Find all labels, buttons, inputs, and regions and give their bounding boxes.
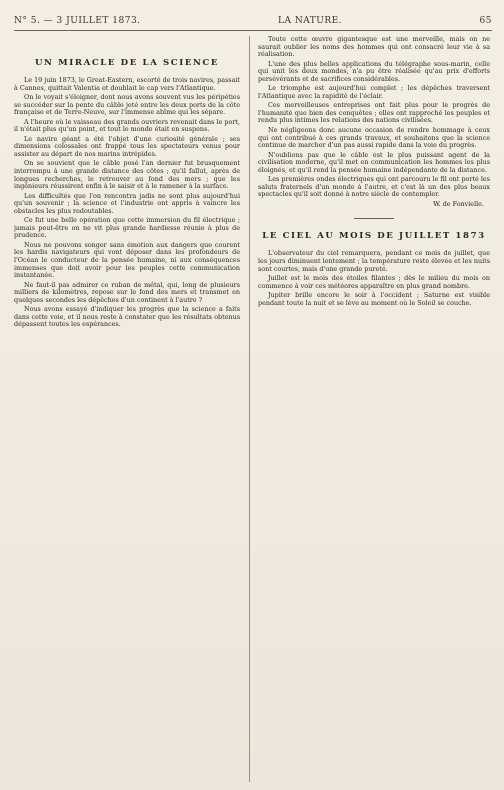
- article-paragraph: Les premières ondes électriques qui ont parcouru le fil ont porté les saluts fraternels d'un monde à l'autre, et c'est là un des plus beaux spectacles qu'il soit donné à notre siècle de contempler.: [258, 175, 490, 199]
- article-paragraph: Nous avons essayé d'indiquer les progrès que la science a faits dans cette voie, et il nous reste à constater que les résultats obtenus dépassent toutes les espérances.: [14, 305, 240, 329]
- article-paragraph: L'une des plus belles applications du télégraphe sous-marin, celle qui unit les deux mondes, n'a pu être réalisée qu'au prix d'efforts persévérants et de sacrifices considérables.: [258, 59, 490, 83]
- article-paragraph: Toute cette œuvre gigantesque est une merveille, mais on ne saurait oublier les noms des hommes qui ont consacré leur vie à sa réalisation.: [258, 36, 490, 59]
- article-paragraph: Juillet est le mois des étoiles filantes ; dès le milieu du mois on commence à voir ces météores apparaître en plus grand nombre.: [258, 274, 490, 290]
- article-paragraph: Ce fut une belle opération que cette immersion du fil électrique ; jamais peut-être on ne vit plus grande hardiesse réunie à plus de prudence.: [14, 216, 240, 240]
- author-signature: W. de Fonvielle.: [433, 199, 484, 208]
- article-paragraph: Jupiter brille encore le soir à l'occident ; Saturne est visible pendant toute la nuit et se lève au moment où le Soleil se couche.: [258, 291, 490, 307]
- article-paragraph: Nous ne pouvons songer sans émotion aux dangers que courent les hardis navigateurs qui vont déposer dans les profondeurs de l'Océan le conducteur de la pensée humaine, ni aux conséquences immenses que doit avoir pour les peuples cette communication instantanée.: [14, 240, 240, 280]
- page-header: [14, 12, 492, 26]
- page-number: 65: [479, 16, 492, 26]
- column-divider: [249, 36, 250, 782]
- journal-title: LA NATURE.: [278, 16, 343, 26]
- section-separator: [354, 218, 394, 219]
- article-paragraph: On se souvient que le câble posé l'an dernier fut brusquement interrompu à une grande distance des côtes ; qu'il fallut, après de longues recherches, le retrouver au fond des mers ; que les ingénieurs réussirent enfin à le saisir et à le ramener à la surface.: [14, 159, 240, 191]
- article-title: LE CIEL AU MOIS DE JUILLET 1873: [262, 231, 486, 242]
- article-paragraph: Le navire géant a été l'objet d'une curiosité générale ; ses dimensions colossales ont frappé tous les spectateurs venus pour assister au départ de nos marins intrépides.: [14, 134, 240, 158]
- left-column: [14, 36, 240, 782]
- header-rule: [14, 30, 492, 31]
- article-paragraph: Le 19 juin 1873, le Great-Eastern, escorté de trois navires, passait à Cannes, quittait Valentia et doublait le cap vers l'Atlantique.: [14, 76, 240, 92]
- right-column: [258, 36, 490, 782]
- article-paragraph: L'observateur du ciel remarquera, pendant ce mois de juillet, que les jours diminuent lentement ; la température reste élevée et les nuits sont courtes, mais d'une grande pureté.: [258, 249, 490, 273]
- article-paragraph: N'oublions pas que le câble est le plus puissant agent de la civilisation moderne, qu'il met en communication les hommes les plus éloignés, et qu'il rend la pensée humaine indépendante de la distance.: [258, 150, 490, 174]
- article-paragraph: Le triomphe est aujourd'hui complet ; les dépêches traversent l'Atlantique avec la rapidité de l'éclair.: [258, 84, 490, 100]
- article-paragraph: A l'heure où le vaisseau des grands ouvriers revenait dans le port, il n'était plus qu'un point, et tout le monde était en suspens.: [14, 117, 240, 134]
- article-paragraph: Ne faut-il pas admirer ce ruban de métal, qui, long de plusieurs milliers de kilomètres, repose sur le fond des mers et transmet en quelques secondes les dépêches d'un continent à l'autre ?: [14, 280, 240, 304]
- issue-date: N° 5. — 3 JUILLET 1873.: [14, 16, 141, 26]
- article-paragraph: Ces merveilleuses entreprises ont fait plus pour le progrès de l'humanité que bien des conquêtes ; elles ont rapproché les peuples et rendu plus intimes les relations des nations civilisées.: [258, 101, 490, 125]
- article-paragraph: On le voyait s'éloigner, dont nous avons souvent vus les péripéties se succéder sur la pente du câble jeté entre les deux ports de la côte française et de Terre-Neuve, sur l'immense abîme qui les sépare.: [14, 93, 240, 117]
- article-title: UN MIRACLE DE LA SCIENCE: [34, 58, 220, 68]
- article-paragraph: Les difficultés que l'on rencontra jadis ne sont plus aujourd'hui qu'un souvenir ; la science et l'industrie ont appris à vaincre les obstacles les plus redoutables.: [14, 191, 240, 215]
- article-paragraph: Ne négligeons donc aucune occasion de rendre hommage à ceux qui ont contribué à ces grands travaux, et souhaitons que la science continue de marcher d'un pas aussi rapide dans la voie du progrès.: [258, 126, 490, 150]
